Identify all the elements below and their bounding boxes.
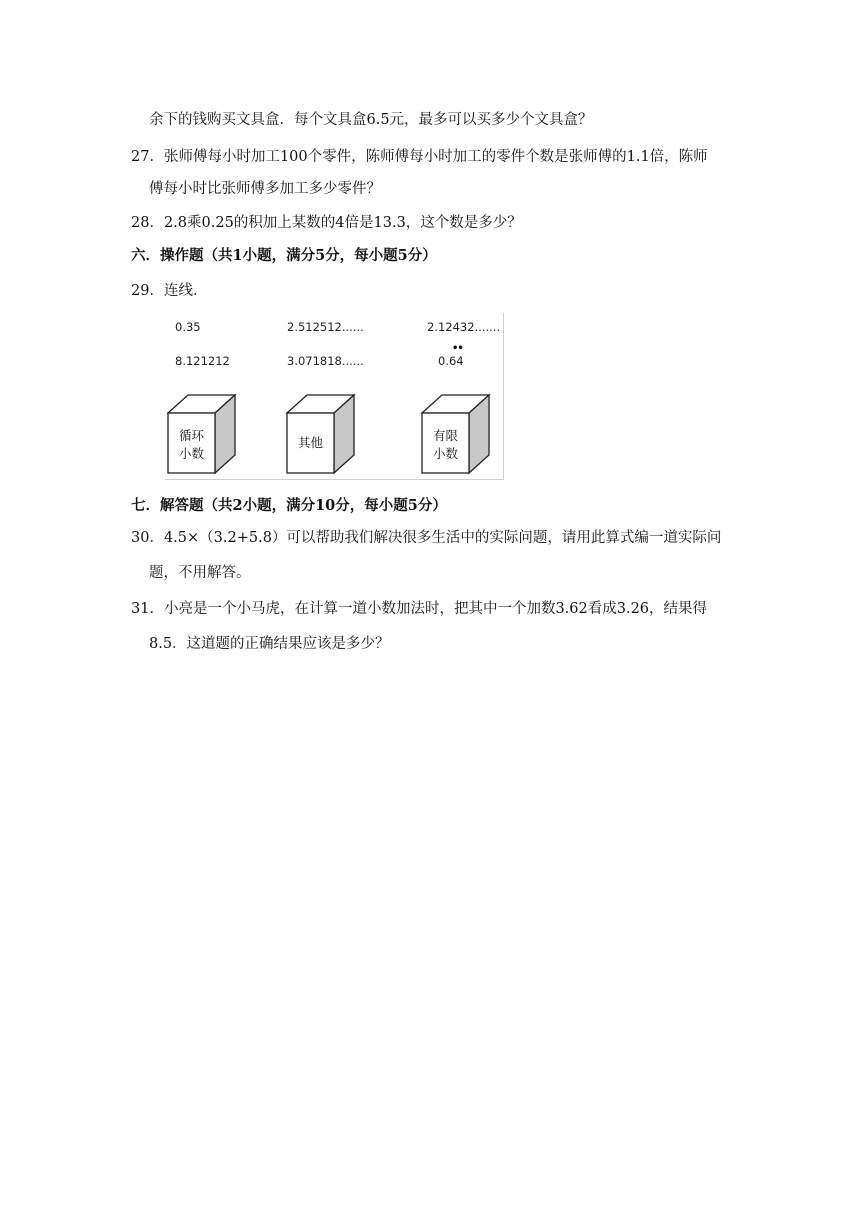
- q31-line1: 31．小亮是一个小马虎，在计算一道小数加法时，把其中一个加数3.62看成3.26，结果得: [131, 601, 708, 617]
- number-0-35: 0.35: [175, 320, 201, 334]
- q27-line2: 傅每小时比张师傅多加工多少零件？: [149, 181, 381, 197]
- q30-line2: 题，不用解答。: [149, 565, 251, 581]
- q26-continuation: 余下的钱购买文具盒．每个文具盒6.5元，最多可以买多少个文具盒？: [149, 112, 593, 128]
- box-label-repeating: 循环 小数: [178, 428, 204, 461]
- q28-text: 28．2.8乘0.25的积加上某数的4倍是13.3，这个数是多少？: [131, 215, 522, 231]
- number-2-12432: 2.12432.......: [427, 320, 501, 334]
- q29-text: 29．连线．: [131, 283, 208, 299]
- matching-figure: [165, 313, 504, 480]
- number-3-071818: 3.071818......: [287, 354, 364, 368]
- number-8-121212: 8.121212: [175, 354, 230, 368]
- number-0-64-repeating: 0.64: [438, 354, 464, 368]
- q30-line1: 30．4.5×（3.2+5.8）可以帮助我们解决很多生活中的实际问题，请用此算式编一道实际问: [131, 530, 722, 546]
- q27-line1: 27．张师傅每小时加工100个零件，陈师傅每小时加工的零件个数是张师傅的1.1倍，陈师: [131, 149, 708, 165]
- repeating-dots: ••: [452, 343, 463, 354]
- section-6-heading: 六．操作题（共1小题，满分5分，每小题5分）: [131, 247, 437, 264]
- box-label-other: 其他: [297, 435, 323, 450]
- number-2-512512: 2.512512......: [287, 320, 364, 334]
- section-7-heading: 七．解答题（共2小题，满分10分，每小题5分）: [131, 497, 447, 514]
- box-label-finite: 有限 小数: [432, 428, 458, 461]
- q31-line2: 8.5．这道题的正确结果应该是多少？: [149, 636, 390, 652]
